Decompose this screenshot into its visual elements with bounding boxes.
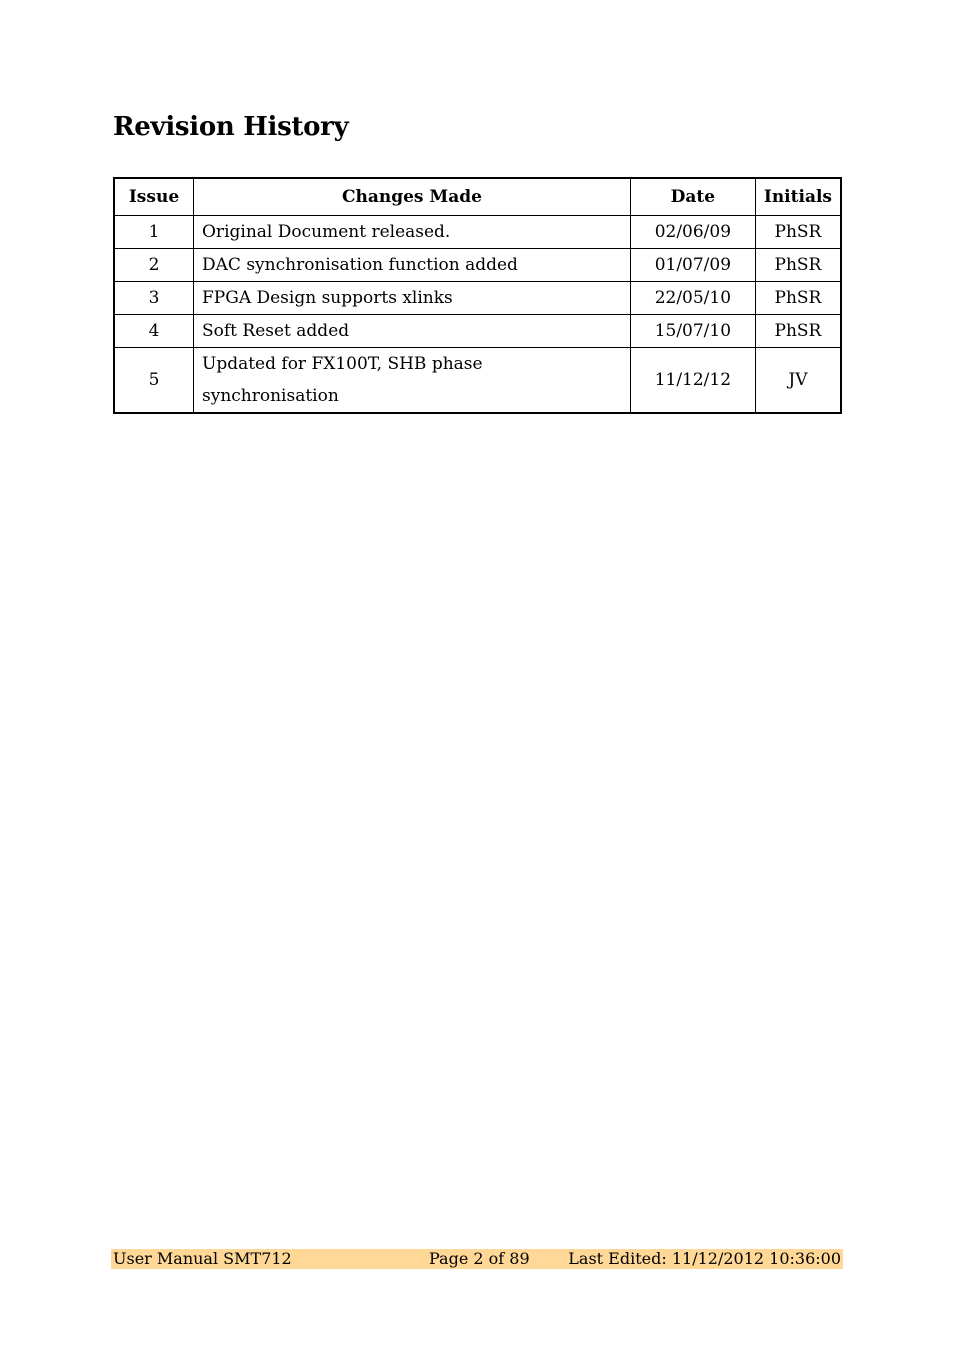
table-header-row — [114, 178, 841, 215]
cell-date: 11/12/12 — [630, 347, 755, 413]
cell-initials: JV — [755, 347, 841, 413]
table-row — [114, 248, 841, 281]
header-date: Date — [630, 178, 755, 215]
cell-date: 02/06/09 — [630, 215, 755, 248]
cell-date: 15/07/10 — [630, 314, 755, 347]
cell-initials: PhSR — [755, 314, 841, 347]
table-row — [114, 281, 841, 314]
cell-changes: Soft Reset added — [194, 314, 631, 347]
cell-changes: Updated for FX100T, SHB phase synchronisation — [194, 347, 631, 413]
cell-initials: PhSR — [755, 248, 841, 281]
cell-issue: 3 — [114, 281, 194, 314]
cell-date: 22/05/10 — [630, 281, 755, 314]
cell-issue: 5 — [114, 347, 194, 413]
footer-last-edited: Last Edited: 11/12/2012 10:36:00 — [568, 1249, 841, 1268]
cell-initials: PhSR — [755, 281, 841, 314]
cell-issue: 4 — [114, 314, 194, 347]
revision-history-table — [113, 177, 842, 414]
cell-changes: Original Document released. — [194, 215, 631, 248]
table-row — [114, 215, 841, 248]
table-row — [114, 347, 841, 413]
header-initials: Initials — [755, 178, 841, 215]
cell-changes: DAC synchronisation function added — [194, 248, 631, 281]
cell-date: 01/07/09 — [630, 248, 755, 281]
footer-page-number: Page 2 of 89 — [429, 1249, 530, 1268]
header-issue: Issue — [114, 178, 194, 215]
cell-issue: 2 — [114, 248, 194, 281]
footer-document-name: User Manual SMT712 — [113, 1249, 292, 1268]
cell-changes: FPGA Design supports xlinks — [194, 281, 631, 314]
cell-initials: PhSR — [755, 215, 841, 248]
table-row — [114, 314, 841, 347]
page-footer — [111, 1249, 843, 1269]
page-title: Revision History — [113, 112, 349, 142]
header-changes-made: Changes Made — [194, 178, 631, 215]
cell-issue: 1 — [114, 215, 194, 248]
